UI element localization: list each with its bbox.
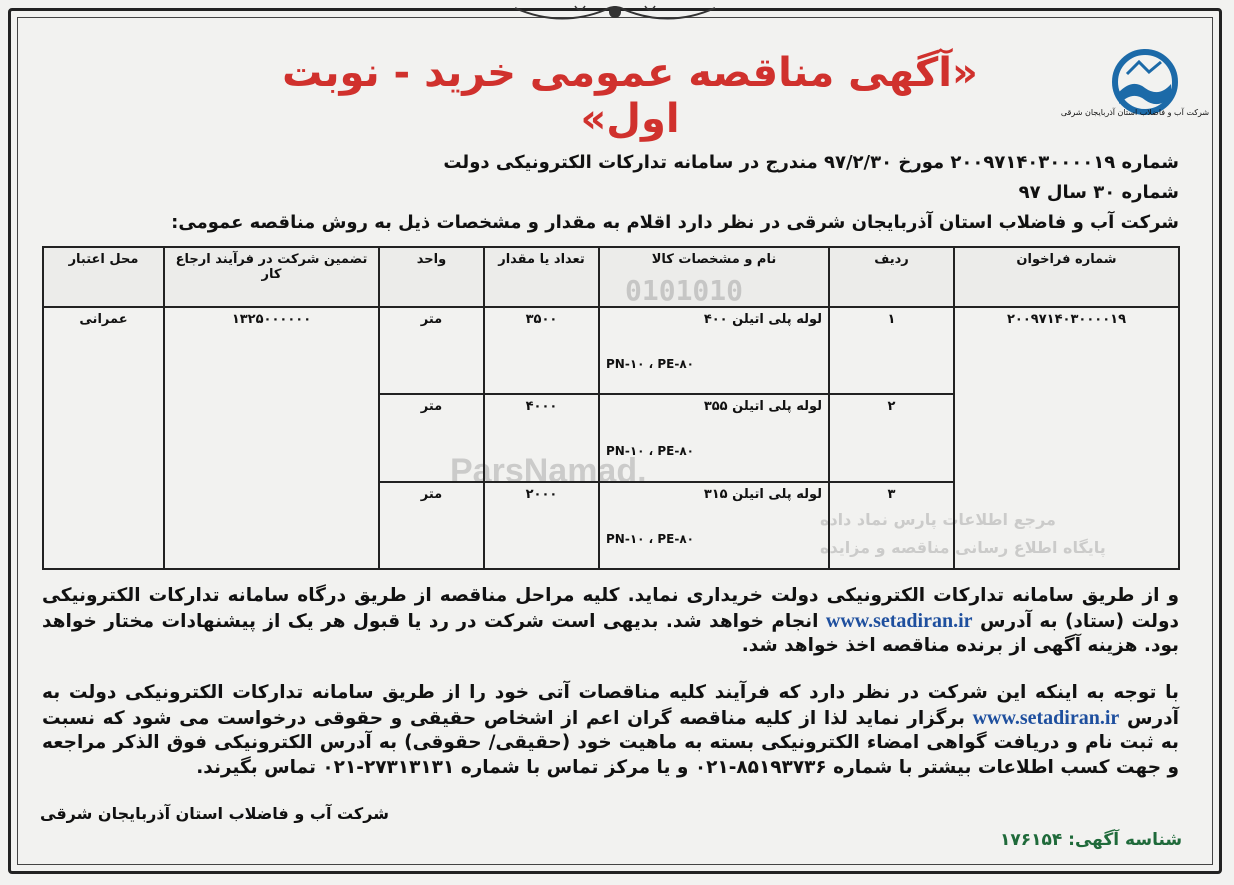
watermark-line-1: پایگاه اطلاع رسانی مناقصه و مزایده bbox=[820, 538, 1106, 557]
item-cell bbox=[599, 307, 829, 394]
header-quantity: تعداد یا مقدار bbox=[484, 247, 599, 307]
table-header-row bbox=[43, 247, 1179, 307]
item-spec: PN-۱۰ ، PE-۸۰ bbox=[606, 531, 695, 546]
header-item: نام و مشخصات کالا bbox=[599, 247, 829, 307]
call-number-cell: ۲۰۰۹۷۱۴۰۳۰۰۰۰۱۹ bbox=[954, 307, 1179, 569]
guarantee-cell: ۱۳۲۵۰۰۰۰۰۰ bbox=[164, 307, 379, 569]
paragraph-1-text-b: انجام خواهد شد. بدیهی است شرکت در رد یا قبول هر یک از پیشنهادات مختار خواهد بود. هزینه آگهی از برنده مناقصه اخذ خواهد شد. bbox=[42, 610, 1179, 656]
paragraph-2 bbox=[42, 681, 1179, 780]
credit-cell: عمرانی bbox=[43, 307, 164, 569]
intro-line-3: شرکت آب و فاضلاب استان آذربایجان شرقی در نظر دارد اقلام به مقدار و مشخصات ذیل به روش مناقصه عمومی: bbox=[171, 212, 1179, 233]
item-name: لوله پلی اتیلن ۴۰۰ bbox=[703, 312, 822, 327]
header-row: ردیف bbox=[829, 247, 954, 307]
item-cell bbox=[599, 394, 829, 481]
watermark-line-2: مرجع اطلاعات پارس نماد داده bbox=[820, 510, 1056, 529]
setadiran-link-2[interactable]: www.setadiran.ir bbox=[972, 706, 1120, 729]
logo-caption: شرکت آب و فاضلاب استان آذربایجان شرقی bbox=[1060, 108, 1210, 117]
watermark-brand: ParsNamad. bbox=[450, 452, 647, 490]
row-number-cell: ۱ bbox=[829, 307, 954, 394]
header-unit: واحد bbox=[379, 247, 484, 307]
table-row bbox=[43, 307, 1179, 394]
ad-id: شناسه آگهی: ۱۷۶۱۵۴ bbox=[1000, 830, 1183, 850]
unit-cell: متر bbox=[379, 307, 484, 394]
top-ornament-icon bbox=[505, 0, 725, 30]
signature: شرکت آب و فاضلاب استان آذربایجان شرقی bbox=[40, 804, 389, 823]
paragraph-1-text-a: و از طریق سامانه تدارکات الکترونیکی دولت خریداری نماید. کلیه مراحل مناقصه از طریق درگاه سامانه تدارکات الکترونیکی دولت (ستاد) به آدرس bbox=[42, 585, 1179, 632]
tender-table bbox=[42, 246, 1180, 570]
unit-cell: متر bbox=[379, 394, 484, 481]
unit-cell: متر bbox=[379, 482, 484, 569]
item-name: لوله پلی اتیلن ۳۵۵ bbox=[703, 399, 822, 415]
quantity-cell: ۲۰۰۰ bbox=[484, 482, 599, 569]
intro-line-1: شماره ۲۰۰۹۷۱۴۰۳۰۰۰۰۱۹ مورخ ۹۷/۲/۳۰ مندرج در سامانه تدارکات الکترونیکی دولت bbox=[443, 152, 1179, 173]
paragraph-2-text-a: با توجه به اینکه این شرکت در نظر دارد که فرآیند کلیه مناقصات آتی خود را از طریق سامانه تدارکات الکترونیکی دولت به آدرس bbox=[42, 682, 1179, 729]
row-number-cell: ۳ bbox=[829, 482, 954, 569]
header-credit: محل اعتبار bbox=[43, 247, 164, 307]
page-title: «آگهی مناقصه عمومی خرید - نوبت اول» bbox=[282, 50, 978, 142]
item-name: لوله پلی اتیلن ۳۱۵ bbox=[703, 486, 822, 502]
item-spec: PN-۱۰ ، PE-۸۰ bbox=[606, 357, 695, 371]
paragraph-2-text-b: برگزار نماید لذا از کلیه مناقصه گران اعم از اشخاص حقیقی و حقوقی درخواست می شود که نسبت به ثبت نام و دریافت گواهی امضاء الکترونیکی بسته به ماهیت خود (حقیقی/ حقوقی) به آدرس الکترونیکی فوق الذکر مراجعه و جهت کسب اطلاعات بیشتر با شماره ۸۵۱۹۳۷۳۶-۰۲۱ و یا مرکز تماس با شماره ۲۷۳۱۳۱۳۱-۰۲۱ تماس بگیرند. bbox=[42, 707, 1179, 778]
header-guarantee: تضمین شرکت در فرآیند ارجاع کار bbox=[164, 247, 379, 307]
item-spec: PN-۱۰ ، PE-۸۰ bbox=[606, 444, 695, 459]
paragraph-1 bbox=[42, 584, 1179, 659]
quantity-cell: ۳۵۰۰ bbox=[484, 307, 599, 394]
row-number-cell: ۲ bbox=[829, 394, 954, 481]
setadiran-link[interactable]: www.setadiran.ir bbox=[825, 609, 973, 632]
intro-line-2: شماره ۳۰ سال ۹۷ bbox=[1018, 182, 1179, 203]
quantity-cell: ۴۰۰۰ bbox=[484, 394, 599, 481]
header-call-number: شماره فراخوان bbox=[954, 247, 1179, 307]
item-cell bbox=[599, 482, 829, 569]
